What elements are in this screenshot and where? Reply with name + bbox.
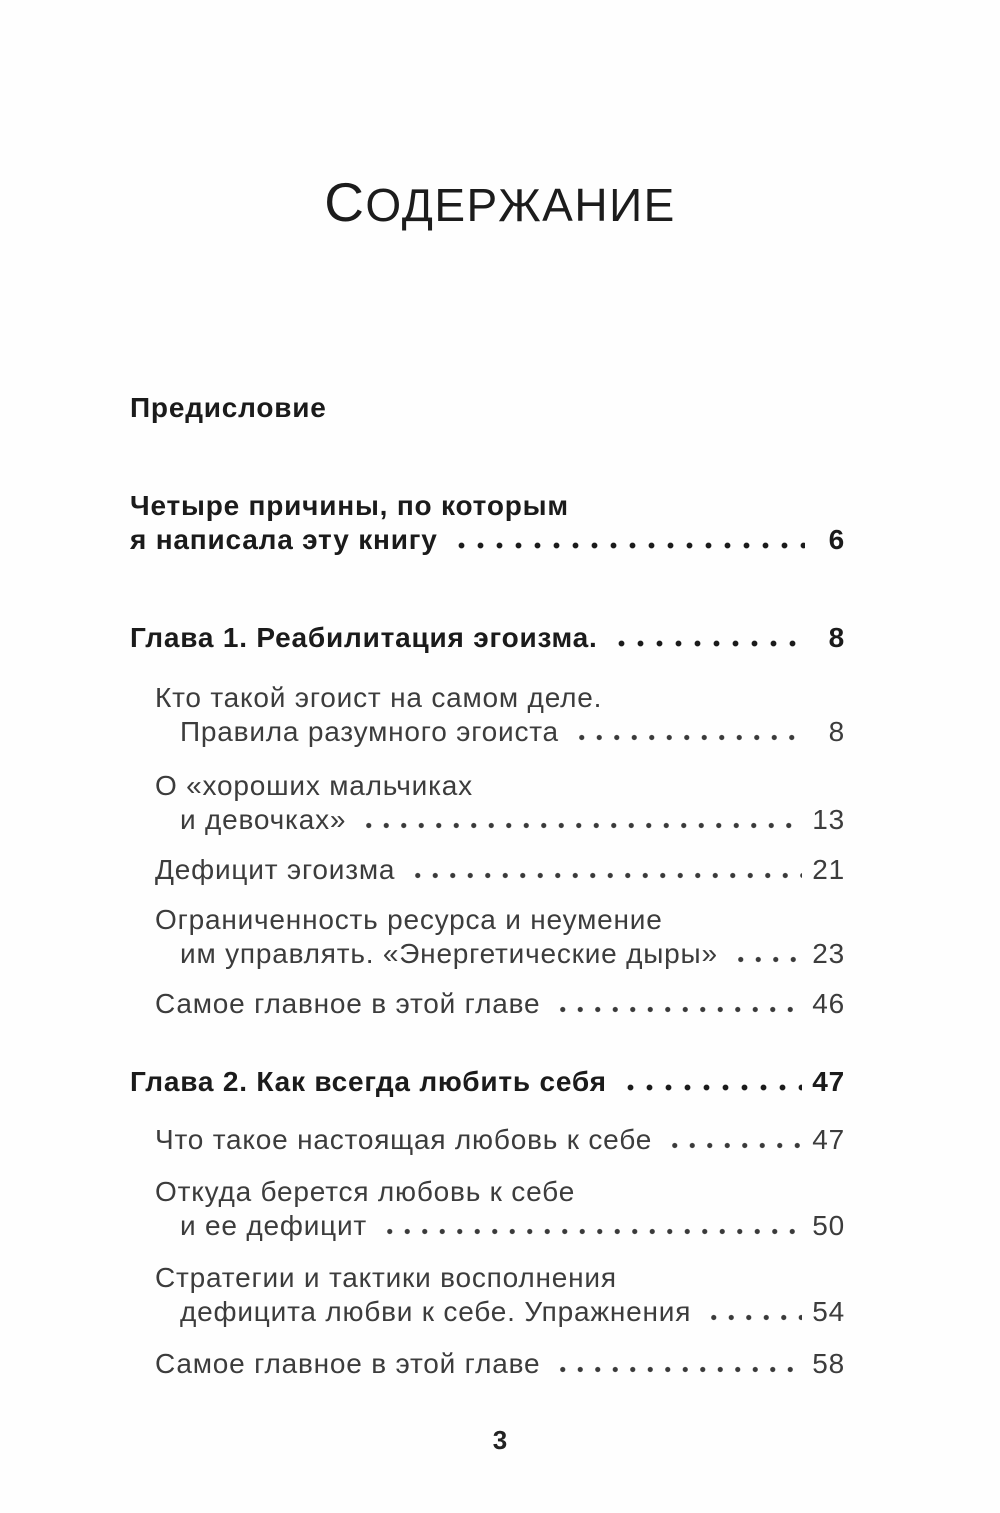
dot-leader (666, 1142, 802, 1149)
toc-entry-text: Самое главное в этой главе (155, 987, 541, 1019)
toc-entry (130, 621, 845, 655)
toc-page-number: 8 (828, 715, 845, 747)
toc-entry-text: Глава 2. Как всегда любить себя (130, 1065, 607, 1097)
toc-entry-line (130, 681, 845, 715)
toc-page-number: 6 (828, 523, 845, 555)
toc-title: СОДЕРЖАНИЕ (324, 171, 676, 233)
toc-entry-line (130, 803, 845, 837)
toc-entry-text: О «хороших мальчиках (155, 769, 473, 801)
dot-leader (732, 956, 802, 963)
toc-entry-text: им управлять. «Энергетические дыры» (180, 937, 718, 969)
toc-entry-text: Откуда берется любовь к себе (155, 1175, 576, 1207)
toc-entry-text: Что такое настоящая любовь к себе (155, 1123, 653, 1155)
dot-leader (573, 734, 805, 741)
page-number: 3 (492, 1424, 508, 1455)
toc-entry-line (130, 1065, 845, 1099)
dot-leader (452, 542, 805, 549)
toc-entry-line (130, 1209, 845, 1243)
toc-entry-text: Правила разумного эгоиста (180, 715, 559, 747)
toc-entry-line (130, 903, 845, 937)
toc-entry (130, 1261, 845, 1329)
toc-entry-text: и девочках» (180, 803, 347, 835)
toc-entry (130, 769, 845, 837)
toc-entry (130, 1175, 845, 1243)
toc-page-number: 46 (812, 987, 845, 1019)
toc-entry-text: и ее дефицит (180, 1209, 368, 1241)
toc-page-number: 21 (812, 853, 845, 885)
toc-page-number: 8 (828, 621, 845, 653)
toc-entry (130, 1347, 845, 1381)
toc-entry-line (130, 489, 845, 523)
toc-entry-line (130, 621, 845, 655)
toc-entry (130, 681, 845, 749)
toc-entry (130, 1065, 845, 1099)
toc-entry-text: Ограниченность ресурса и неумение (155, 903, 663, 935)
toc-entry-text: дефицита любви к себе. Упражнения (180, 1295, 692, 1327)
toc-entry (130, 903, 845, 971)
toc-entry-line (130, 1261, 845, 1295)
toc-entry-line (130, 1123, 845, 1157)
dot-leader (409, 872, 802, 879)
toc-entry-text: Дефицит эгоизма (155, 853, 396, 885)
toc-entry-line (130, 1295, 845, 1329)
dot-leader (360, 822, 802, 829)
dot-leader (612, 640, 805, 647)
toc-entry-text: Самое главное в этой главе (155, 1347, 541, 1379)
toc-page-number: 23 (812, 937, 845, 969)
toc-list (130, 391, 845, 1381)
toc-page-number: 54 (812, 1295, 845, 1327)
toc-entry-line (130, 715, 845, 749)
toc-entry-line (130, 523, 845, 557)
toc-entry (130, 987, 845, 1021)
toc-entry-line (130, 987, 845, 1021)
toc-entry (130, 391, 845, 425)
toc-entry-text: Кто такой эгоист на самом деле. (155, 681, 603, 713)
toc-page-number: 47 (812, 1123, 845, 1155)
dot-leader (554, 1366, 802, 1373)
dot-leader (554, 1006, 802, 1013)
toc-entry-line (130, 769, 845, 803)
toc-page-number: 58 (812, 1347, 845, 1379)
toc-page-number: 47 (812, 1065, 845, 1097)
toc-entry (130, 853, 845, 887)
toc-entry-text: я написала эту книгу (130, 523, 438, 555)
toc-entry-text: Стратегии и тактики восполнения (155, 1261, 617, 1293)
toc-entry-line (130, 1347, 845, 1381)
dot-leader (705, 1314, 802, 1321)
toc-entry-line (130, 1175, 845, 1209)
dot-leader (381, 1228, 802, 1235)
toc-entry (130, 1123, 845, 1157)
toc-entry-text: Глава 1. Реабилитация эгоизма. (130, 621, 598, 653)
toc-entry-line (130, 853, 845, 887)
toc-entry-line (130, 391, 845, 425)
dot-leader (621, 1084, 803, 1091)
toc-page-number: 13 (812, 803, 845, 835)
toc-entry (130, 489, 845, 557)
toc-entry-text: Предисловие (130, 391, 327, 423)
toc-entry-line (130, 937, 845, 971)
toc-page-number: 50 (812, 1209, 845, 1241)
toc-entry-text: Четыре причины, по которым (130, 489, 569, 521)
